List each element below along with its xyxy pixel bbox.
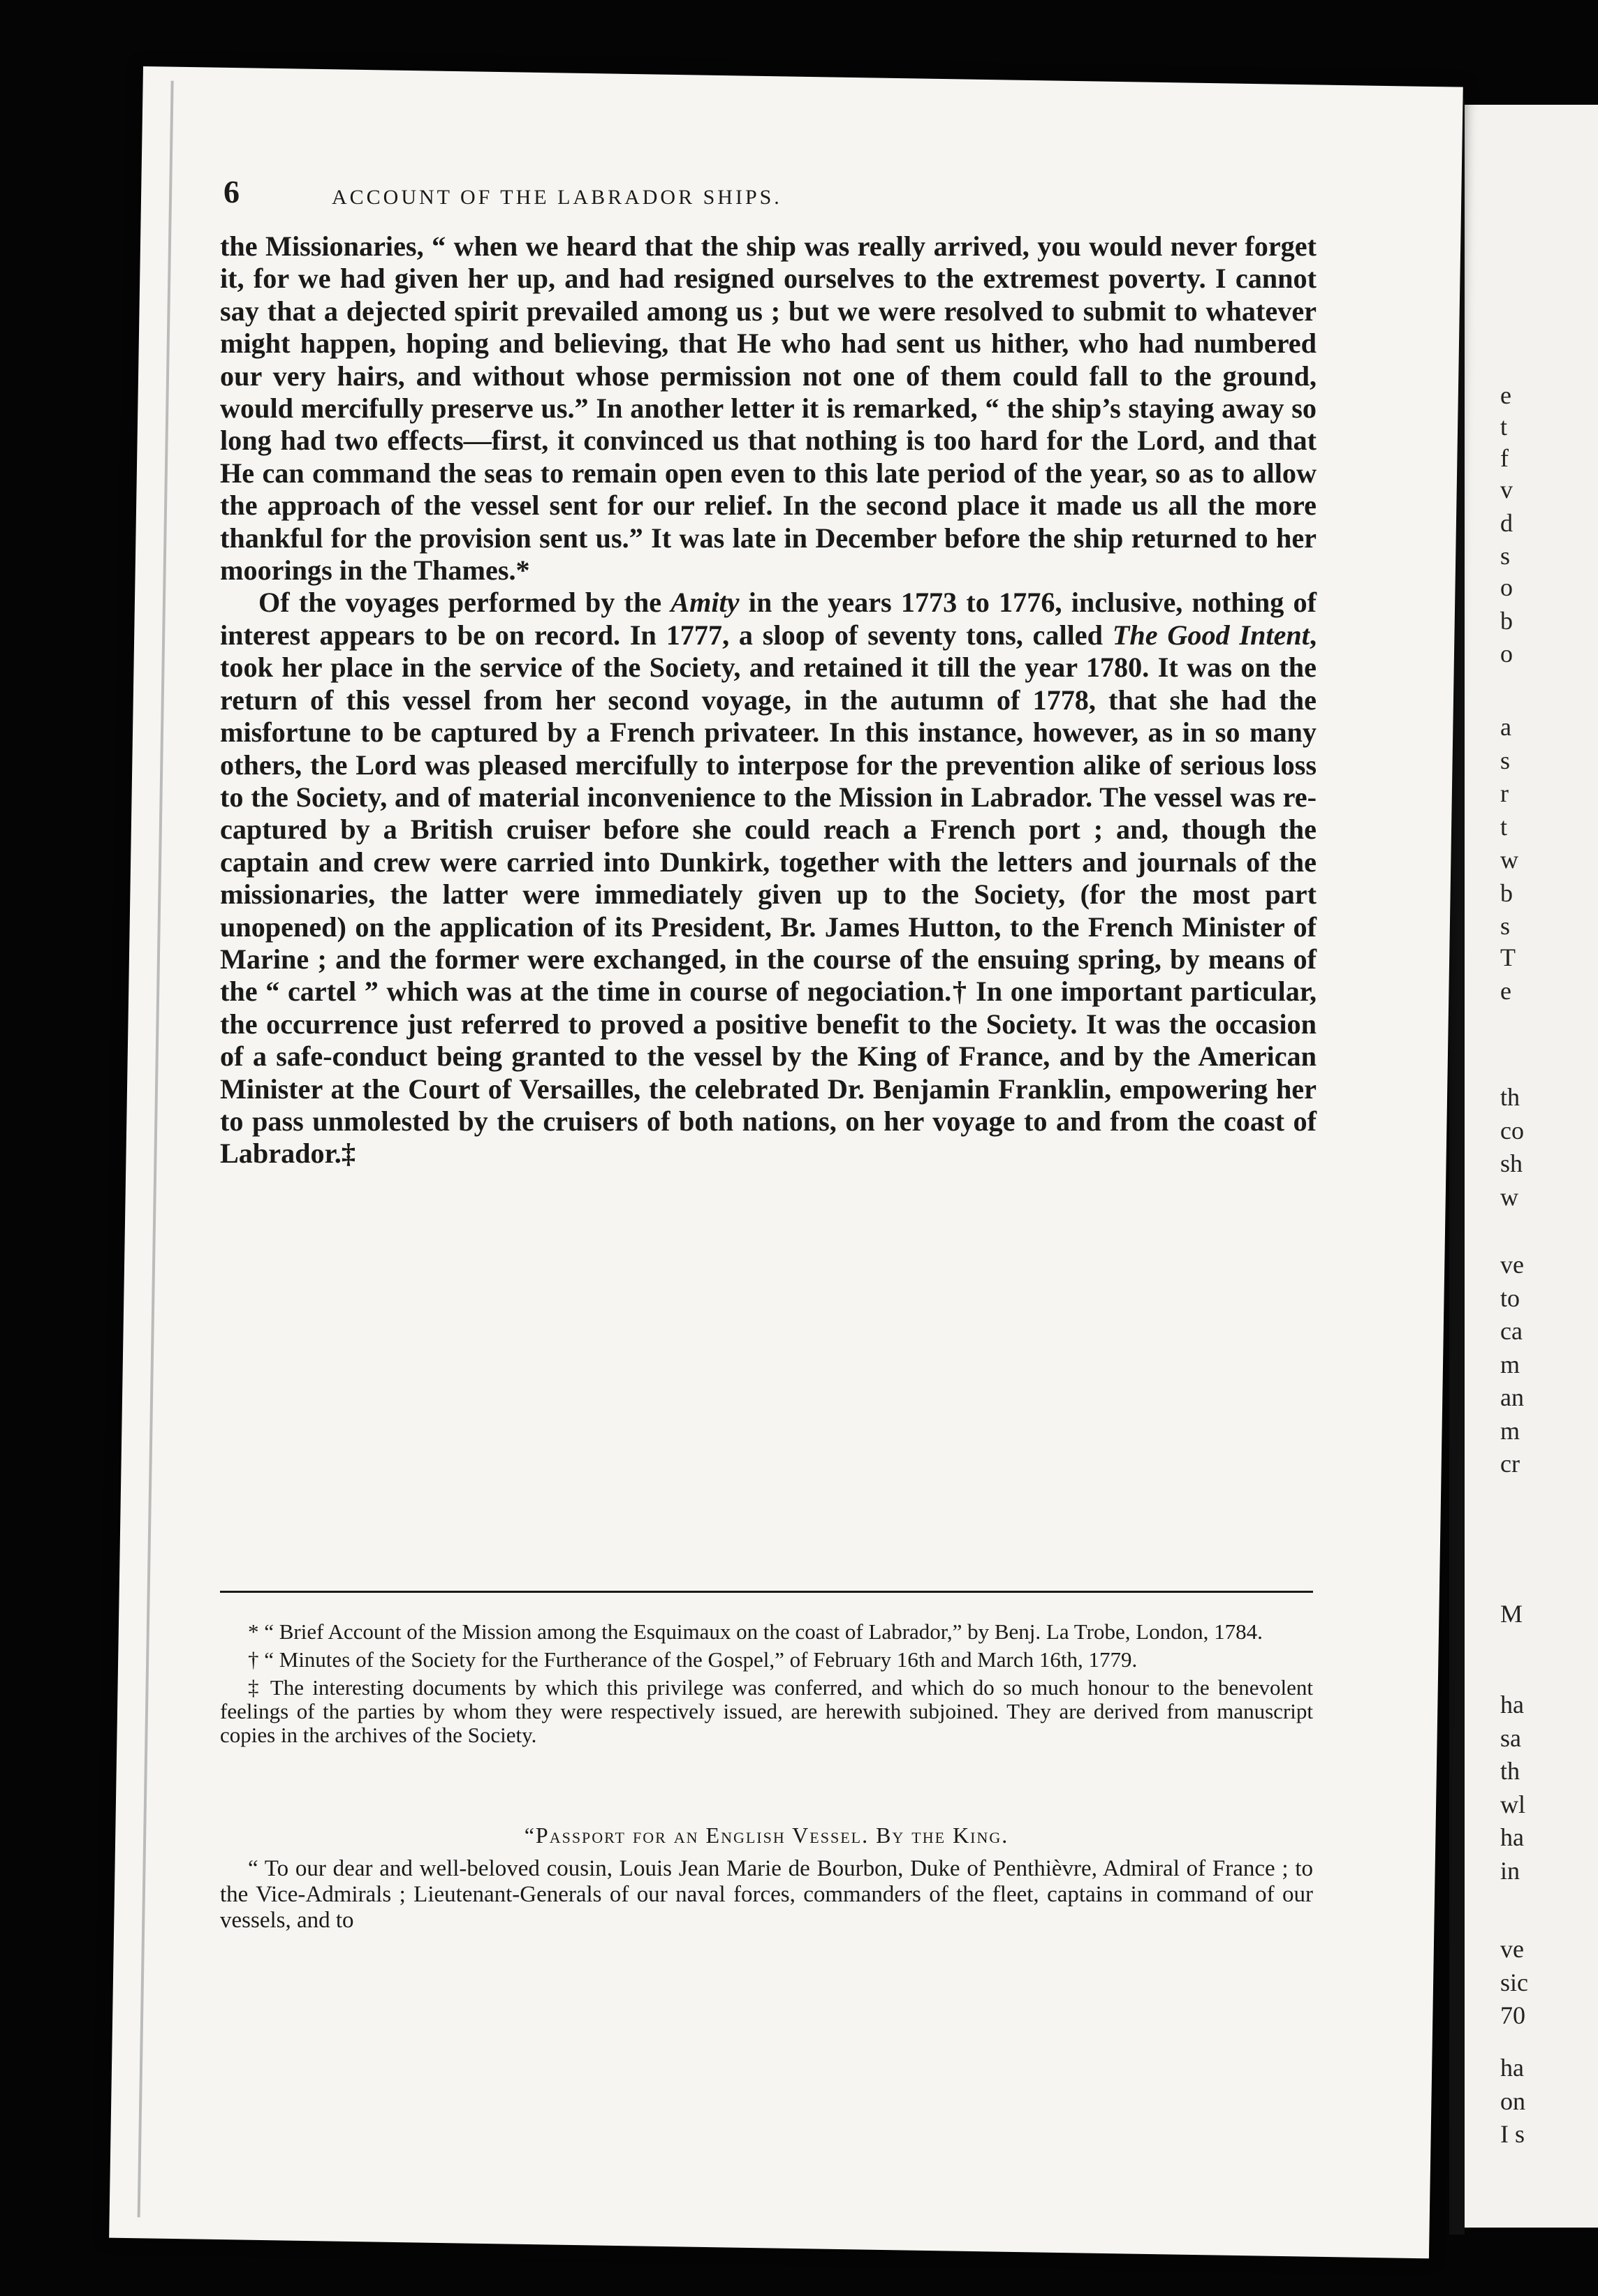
edge-letter: ve	[1500, 1251, 1524, 1279]
edge-letter: an	[1500, 1383, 1524, 1411]
edge-letter: to	[1500, 1284, 1520, 1312]
paragraph-2-part-a: Of the voyages performed by the	[258, 587, 671, 619]
edge-letter: sh	[1500, 1149, 1523, 1177]
paragraph-2	[220, 587, 1317, 1170]
edge-letter: r	[1500, 779, 1509, 807]
edge-letter: 70	[1500, 2001, 1525, 2029]
edge-letter: on	[1500, 2087, 1525, 2115]
ship-name-good-intent: The Good Intent	[1112, 619, 1310, 651]
edge-letter: cr	[1500, 1450, 1520, 1478]
edge-letter: o	[1500, 573, 1513, 601]
edge-letter: ve	[1500, 1935, 1524, 1963]
paragraph-2-part-c: , took her place in the service of the Society, and retained it till the year 1780. It was on the return of this vessel from her second voyage, in the autumn of 1778, that she had the misfortune to be captured by a French privateer. In this instance, however, as in so many others, the Lord was pleased mercifully to interpose for the prevention alike of serious loss to the Society, and of material inconvenience to the Mission in Labrador. The vessel was re-captured by a British cruiser before she could reach a French port ; and, though the captain and crew were carried into Dunkirk, together with the letters and journals of the missionaries, the latter were immediately given up to the Society, (for the most part unopened) on the application of its President, Br. James Hutton, to the French Minister of Marine ; and the former were exchanged, in the course of the ensuing spring, by means of the “ cartel ” which was at the time in course of negociation.† In one important particular, the occurrence just referred to proved a positive benefit to the Society. It was the occasion of a safe-conduct being granted to the vessel by the King of France, and by the American Minister at the Court of Versailles, the celebrated Dr. Benjamin Franklin, empowering her to pass unmolested by the cruisers of both nations, on her voyage to and from the coast of Labrador.‡	[220, 619, 1317, 1170]
edge-letter: d	[1500, 509, 1513, 537]
edge-letter: t	[1500, 813, 1508, 841]
edge-letter: s	[1500, 912, 1511, 940]
edge-letter: e	[1500, 381, 1511, 409]
edge-letter: ha	[1500, 1691, 1524, 1719]
edge-letter: e	[1500, 977, 1511, 1005]
page-header	[223, 173, 1320, 215]
edge-letter: b	[1500, 607, 1513, 635]
page-number: 6	[223, 174, 240, 209]
edge-letter: co	[1500, 1117, 1524, 1145]
running-title: ACCOUNT OF THE LABRADOR SHIPS.	[332, 186, 782, 209]
edge-letter: t	[1500, 413, 1508, 441]
edge-letter: f	[1500, 444, 1509, 472]
paragraph-1: the Missionaries, “ when we heard that the ship was really arrived, you would never forget it, for we had given her up, and had resigned ourselves to the extremest poverty. I cannot say that a dejected spirit prevailed among us ; but we were resolved to submit to whatever might happen, hoping and believing, that He who had sent us hither, who had numbered our very hairs, and without whose permission not one of them could fall to the ground, would mercifully preserve us.” In another letter it is remarked, “ the ship’s staying away so long had two effects—first, it convinced us that nothing is too hard for the Lord, and that He can command the seas to remain open even to this late period of the year, so as to allow the approach of the vessel sent for our relief. In the second place it made us all the more thankful for the provision sent us.” It was late in December before the ship returned to her moorings in the Thames.*	[220, 230, 1317, 587]
edge-letter: b	[1500, 879, 1513, 907]
edge-letter: ca	[1500, 1317, 1523, 1345]
edge-letter: o	[1500, 640, 1513, 668]
edge-letter: a	[1500, 713, 1511, 741]
passport-text: “ To our dear and well-beloved cousin, Louis Jean Marie de Bourbon, Duke of Penthièvre, Admiral of France ; to the Vice-Admirals ; Lieutenant-Generals of our naval forces, commanders of the fleet, captains in command of our vessels, and to	[220, 1856, 1313, 1933]
main-text	[220, 230, 1317, 1170]
edge-letter: ha	[1500, 2054, 1524, 2082]
edge-letter: th	[1500, 1083, 1520, 1111]
footnote-rule	[220, 1591, 1313, 1593]
paragraph-2-part-b: in the years 1773 to 1776, inclusive, nothing of interest appears to be on record. In 1777, a sloop of seventy tons, called	[220, 587, 1317, 651]
edge-letter: s	[1500, 542, 1511, 570]
edge-letter: m	[1500, 1351, 1520, 1378]
footnote-1: * “ Brief Account of the Mission among the Esquimaux on the coast of Labrador,” by Benj. La Trobe, London, 1784.	[248, 1619, 1263, 1644]
footnote-2: † “ Minutes of the Society for the Furtherance of the Gospel,” of February 16th and March 16th, 1779.	[248, 1647, 1138, 1672]
ship-name-amity: Amity	[670, 587, 740, 619]
passport-heading: “Passport for an English Vessel. By the King.	[524, 1823, 1009, 1848]
edge-letter: v	[1500, 476, 1513, 503]
edge-letter: m	[1500, 1417, 1520, 1445]
edge-letter: w	[1500, 846, 1518, 874]
page-edge	[138, 81, 174, 2218]
footnotes	[220, 1620, 1313, 1751]
edge-letter: s	[1500, 746, 1511, 774]
adjacent-page	[1465, 105, 1598, 2228]
edge-letter: M	[1500, 1600, 1523, 1628]
edge-letter: th	[1500, 1757, 1520, 1785]
edge-letter: w	[1500, 1183, 1518, 1211]
edge-letter: T	[1500, 943, 1516, 971]
edge-letter: wl	[1500, 1790, 1525, 1818]
edge-letter: I s	[1500, 2120, 1525, 2148]
edge-letter: sic	[1500, 1968, 1528, 1996]
edge-letter: in	[1500, 1857, 1520, 1885]
footnote-3: ‡ The interesting documents by which this privilege was conferred, and which do so much honour to the benevolent feelings of the parties by whom they were respectively issued, are herewith subjoined. They are derived from manuscript copies in the archives of the Society.	[220, 1675, 1313, 1747]
edge-letter: ha	[1500, 1823, 1524, 1851]
edge-letter: sa	[1500, 1724, 1521, 1752]
